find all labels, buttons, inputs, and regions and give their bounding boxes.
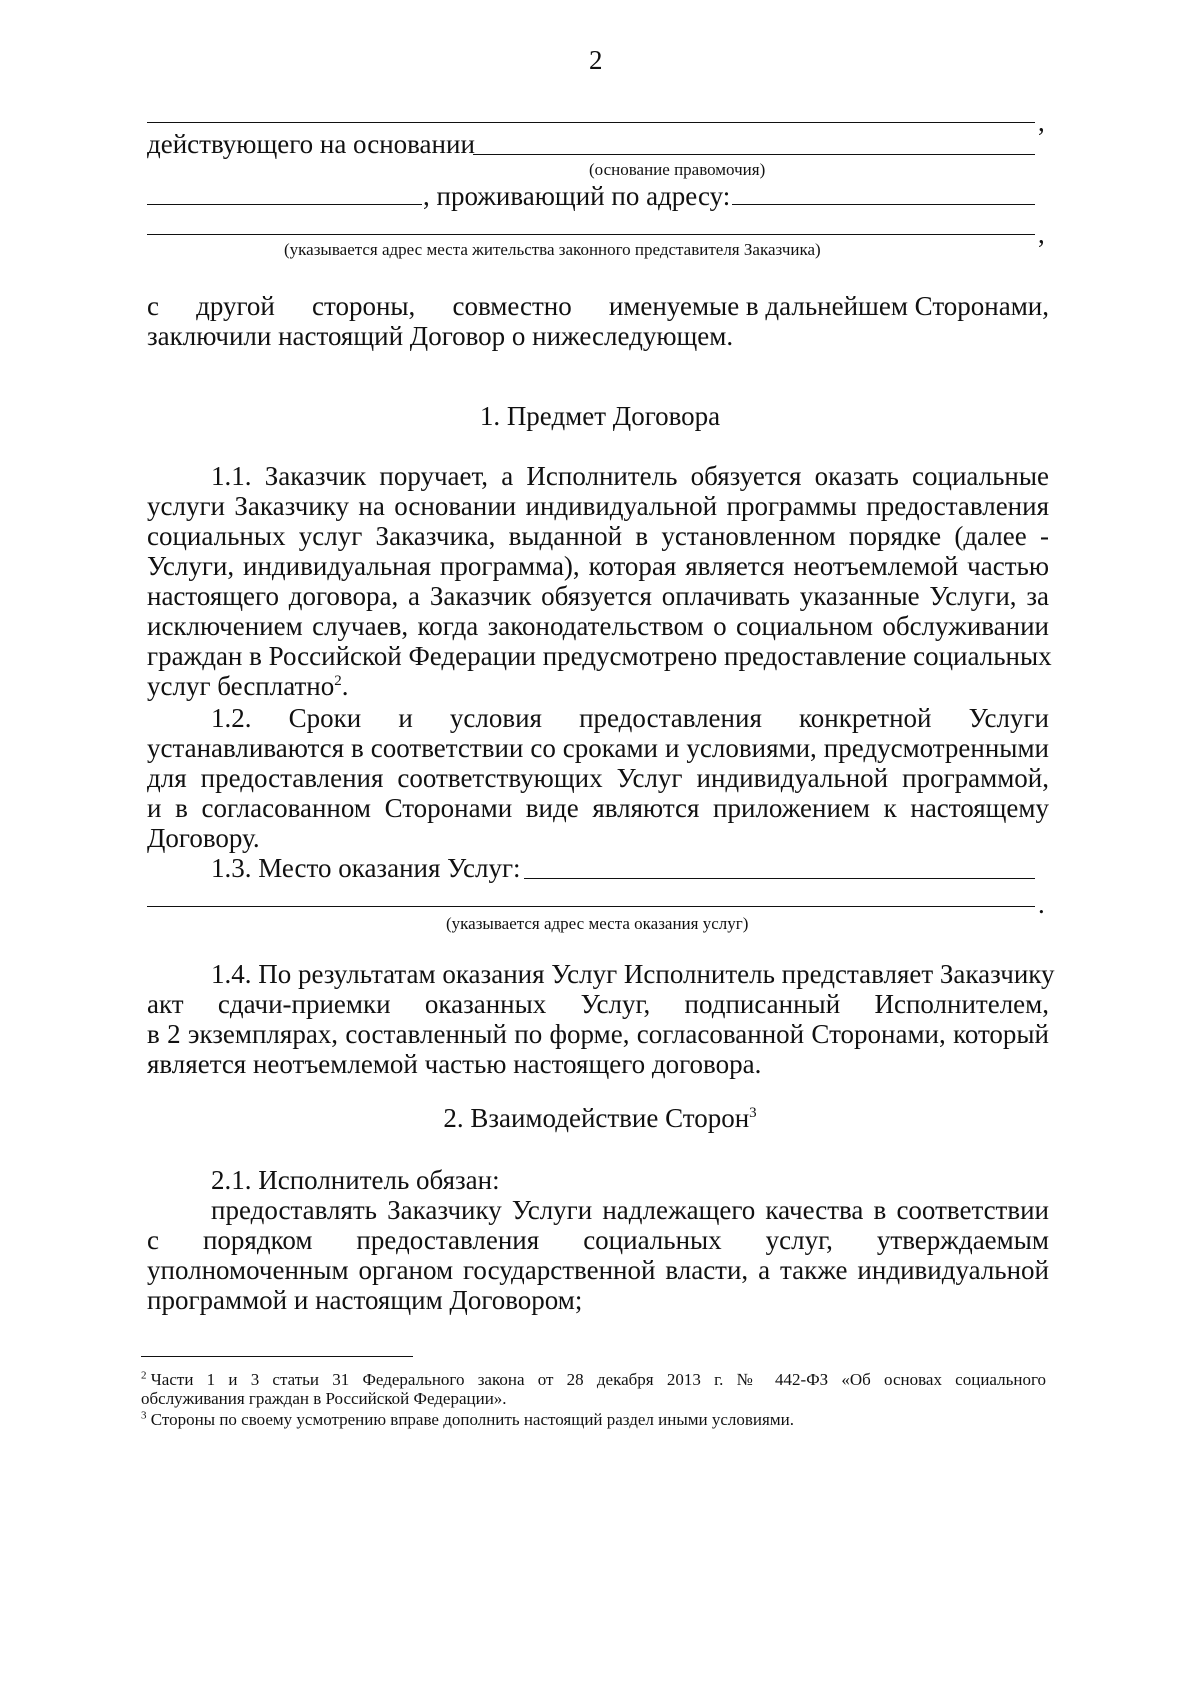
paragraph-1-1-line: 1.1. Заказчик поручает, а Исполнитель обязуется оказать социальные [211,461,1049,491]
footnote-ref-3[interactable]: 3 [749,1105,757,1121]
acting-basis-label: действующего на основании [147,129,475,159]
address-caption: (указывается адрес места жительства законного представителя Заказчика) [284,240,821,259]
footnote-3-text: Стороны по своему усмотрению вправе дополнить настоящий раздел иными условиями. [150,1410,794,1429]
intro-line-1: с другой стороны, совместно именуемые в дальнейшем Сторонами, [147,291,1049,321]
paragraph-1-4-line: акт сдачи-приемки оказанных Услуг, подписанный Исполнителем, [147,989,1049,1019]
section-1-title: 1. Предмет Договора [479,401,721,431]
paragraph-1-1-line: социальных услуг Заказчика, выданной в установленном порядке (далее - [147,521,1049,551]
basis-caption: (основание правомочия) [589,160,766,179]
footnote-3 [141,1410,794,1429]
paragraph-2-1-line: уполномоченным органом государственной власти, а также индивидуальной [147,1255,1049,1285]
footnote-3-marker: 3 [141,1409,147,1422]
paragraph-1-1-line: исключением случаев, когда законодательством о социальном обслуживании [147,611,1049,641]
place-of-service-label: 1.3. Место оказания Услуг: [211,853,521,883]
paragraph-1-1-line: услуги Заказчику на основании индивидуальной программы предоставления [147,491,1049,521]
place-blank-line-1 [524,878,1035,879]
paragraph-1-4-last-line: является неотъемлемой частью настоящего договора. [147,1049,762,1079]
paragraph-1-1-last-line: услуг бесплатно$^2$. [147,671,349,701]
period: . [1038,889,1045,919]
place-caption: (указывается адрес места оказания услуг) [446,914,749,933]
intro-line-2: заключили настоящий Договор о нижеследующем. [147,321,734,351]
basis-blank-line [473,154,1035,155]
footnote-2 [141,1370,1046,1408]
section-2-title: 2. Взаимодействие Сторон$^3$ [443,1103,757,1133]
paragraph-1-2-line: для предоставления соответствующих Услуг индивидуальной программой, [147,763,1049,793]
paragraph-1-4-line: 1.4. По результатам оказания Услуг Исполнитель представляет Заказчику [211,959,1055,989]
page-number: 2 [589,45,603,75]
footnote-2-text: Части 1 и 3 статьи 31 Федерального закона от 28 декабря 2013 г. № 442-ФЗ «Об основах социального [150,1370,1046,1389]
place-blank-line-2 [147,906,1035,907]
comma: , [1038,219,1045,249]
paragraph-2-1-last-line: программой и настоящим Договором; [147,1285,583,1315]
paragraph-2-1-line: предоставлять Заказчику Услуги надлежащего качества в соответствии [211,1195,1049,1225]
paragraph-1-2-last-line: Договору. [147,823,260,853]
comma: , [1038,107,1045,137]
footnote-separator [141,1356,413,1357]
address-blank-line-2 [147,234,1035,235]
paragraph-1-1-line: настоящего договора, а Заказчик обязуется оплачивать указанные Услуги, за [147,581,1049,611]
footnote-2-text-cont: обслуживания граждан в Российской Федерации». [141,1389,507,1408]
paragraph-1-1-line: Услуги, индивидуальная программа), которая является неотъемлемой частью [147,551,1049,581]
residing-label: , проживающий по адресу: [423,181,731,211]
address-blank-line-1 [732,204,1035,205]
footnote-2-marker: 2 [141,1369,147,1382]
paragraph-1-4-line: в 2 экземплярах, составленный по форме, согласованной Сторонами, который [147,1019,1049,1049]
paragraph-1-1-line: граждан в Российской Федерации предусмотрено предоставление социальных [147,641,1052,671]
paragraph-2-1-label: 2.1. Исполнитель обязан: [211,1165,500,1195]
blank-line-representative [147,122,1035,123]
paragraph-1-2-line: и в согласованном Сторонами виде являются приложением к настоящему [147,793,1049,823]
paragraph-1-2-line: устанавливаются в соответствии со сроками и условиями, предусмотренными [147,733,1049,763]
paragraph-2-1-line: с порядком предоставления социальных услуг, утверждаемым [147,1225,1049,1255]
paragraph-1-2-line: 1.2. Сроки и условия предоставления конкретной Услуги [211,703,1049,733]
name-blank-line [147,204,422,205]
footnote-ref-2[interactable]: 2 [334,673,342,689]
